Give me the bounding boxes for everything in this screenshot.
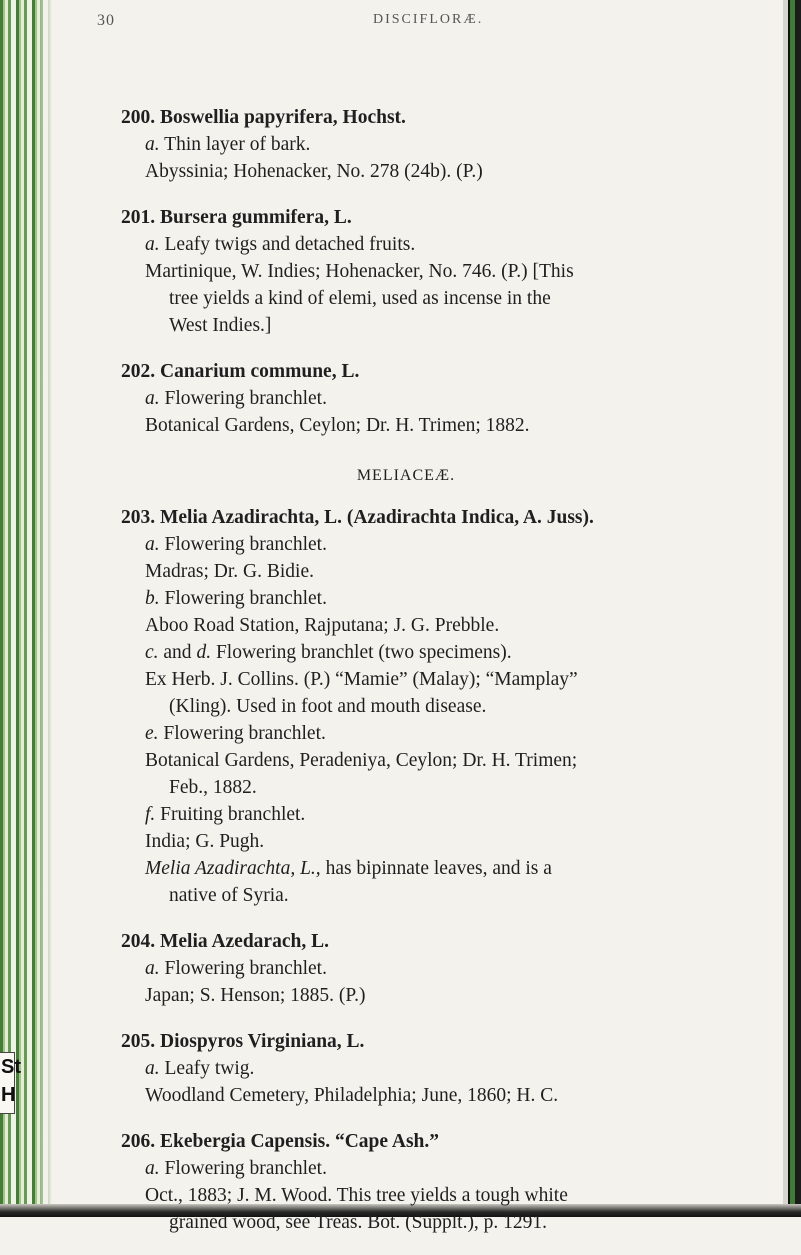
specimen-note: tree yields a kind of elemi, used as incense in the [169, 288, 551, 309]
specimen-label: c. [145, 642, 159, 663]
specimen-description: Flowering branchlet. [164, 534, 327, 555]
entry-heading: 202. Canarium commune, L. [121, 361, 360, 382]
specimen-source: Oct., 1883; J. M. Wood. This tree yields a tough white [145, 1185, 568, 1206]
specimen-source: Japan; S. Henson; 1885. (P.) [145, 985, 366, 1006]
specimen-note: (Kling). Used in foot and mouth disease. [169, 696, 487, 717]
specimen-label: a. [145, 534, 160, 555]
specimen-description: Flowering branchlet. [163, 723, 326, 744]
specimen-description: Flowering branchlet. [164, 588, 327, 609]
entry-heading: 203. Melia Azadirachta, L. (Azadirachta Indica, A. Juss). [121, 507, 594, 528]
page-body [121, 104, 761, 1255]
specimen-label: a. [145, 134, 160, 155]
running-title: DISCIFLORÆ. [373, 12, 484, 27]
specimen-note: Feb., 1882. [169, 777, 257, 798]
section-title: MELIACEÆ. [356, 467, 456, 484]
specimen-line [121, 801, 761, 828]
specimen-line [121, 720, 761, 747]
specimen-source: Botanical Gardens, Ceylon; Dr. H. Trimen; 1882. [145, 415, 530, 436]
specimen-line [121, 1055, 761, 1082]
specimen-line [121, 1155, 761, 1182]
specimen-line [121, 385, 761, 412]
specimen-line [121, 955, 761, 982]
stub-letter: H [1, 1084, 16, 1106]
specimen-label: a. [145, 388, 160, 409]
specimen-description: Flowering branchlet (two specimens). [215, 642, 512, 663]
specimen-description: Flowering branchlet. [164, 958, 327, 979]
specimen-source: Ex Herb. J. Collins. (P.) “Mamie” (Malay); “Mamplay” [145, 669, 578, 690]
catalogue-entry [121, 358, 761, 439]
book-binding-right [783, 0, 801, 1217]
specimen-source: Madras; Dr. G. Bidie. [145, 561, 314, 582]
specimen-label: f. [145, 804, 156, 825]
stub-letter: St [1, 1056, 21, 1078]
specimen-label: a. [145, 1158, 160, 1179]
entry-heading: 205. Diospyros Virginiana, L. [121, 1031, 365, 1052]
specimen-note: native of Syria. [169, 885, 289, 906]
specimen-source: Abyssinia; Hohenacker, No. 278 (24b). (P.) [145, 161, 483, 182]
specimen-label: b. [145, 588, 160, 609]
conjunction: and [163, 642, 192, 663]
note-text: has bipinnate leaves, and is a [325, 858, 552, 879]
specimen-line [121, 231, 761, 258]
catalogue-entry [121, 928, 761, 1009]
entry-heading: 206. Ekebergia Capensis. “Cape Ash.” [121, 1131, 439, 1152]
catalogue-entry [121, 104, 761, 185]
specimen-description: Leafy twig. [164, 1058, 255, 1079]
catalogue-entry [121, 504, 761, 909]
specimen-description: Flowering branchlet. [164, 1158, 327, 1179]
catalogue-entry [121, 1028, 761, 1109]
specimen-label: a. [145, 958, 160, 979]
entry-heading: 201. Bursera gummifera, L. [121, 207, 352, 228]
specimen-label: a. [145, 234, 160, 255]
specimen-line [121, 639, 761, 666]
specimen-label: a. [145, 1058, 160, 1079]
catalogue-entry [121, 1128, 761, 1236]
specimen-source: Aboo Road Station, Rajputana; J. G. Prebble. [145, 615, 500, 636]
specimen-line [121, 531, 761, 558]
specimen-description: Thin layer of bark. [164, 134, 311, 155]
specimen-line [121, 131, 761, 158]
specimen-source: Martinique, W. Indies; Hohenacker, No. 746. (P.) [This [145, 261, 574, 282]
specimen-source: Botanical Gardens, Peradeniya, Ceylon; Dr. H. Trimen; [145, 750, 578, 771]
adjacent-page-stub [0, 1052, 21, 1114]
running-header [0, 12, 801, 34]
specimen-note: grained wood, see Treas. Bot. (Supplt.), p. 1291. [169, 1212, 548, 1233]
page-number: 30 [97, 12, 115, 29]
species-name: Melia Azadirachta, L., [145, 858, 321, 879]
entry-heading: 200. Boswellia papyrifera, Hochst. [121, 107, 406, 128]
specimen-source: India; G. Pugh. [145, 831, 265, 852]
specimen-line [121, 585, 761, 612]
taxonomic-note [121, 855, 761, 882]
specimen-label: d. [196, 642, 212, 663]
specimen-source: Woodland Cemetery, Philadelphia; June, 1860; H. C. [145, 1085, 559, 1106]
specimen-label: e. [145, 723, 159, 744]
specimen-description: Fruiting branchlet. [160, 804, 306, 825]
specimen-note: West Indies.] [169, 315, 272, 336]
book-binding-left [0, 0, 52, 1217]
specimen-description: Leafy twigs and detached fruits. [164, 234, 416, 255]
specimen-description: Flowering branchlet. [164, 388, 327, 409]
entry-heading: 204. Melia Azedarach, L. [121, 931, 329, 952]
catalogue-entry [121, 204, 761, 339]
